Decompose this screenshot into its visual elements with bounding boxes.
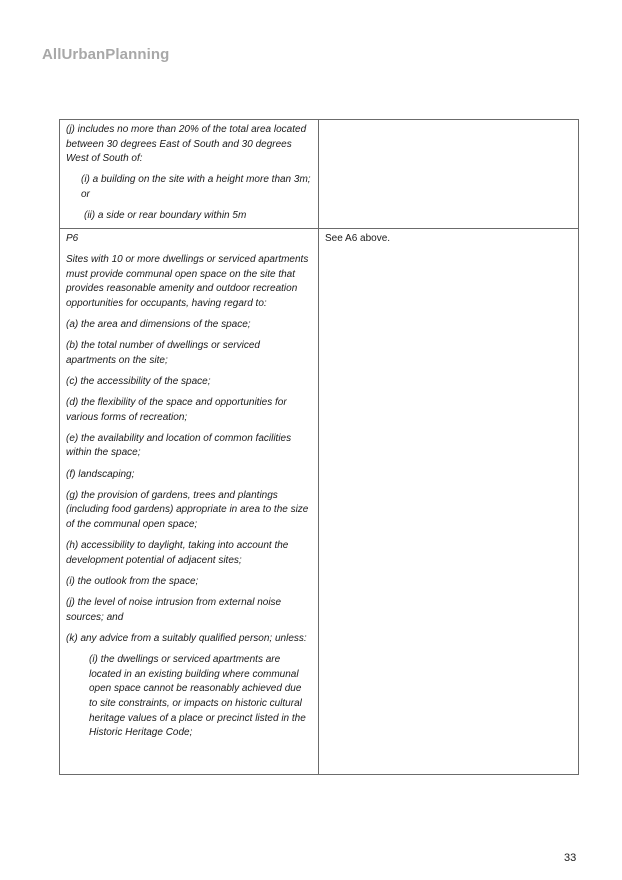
list-item: (d) the flexibility of the space and opportunities for various forms of recreation; bbox=[66, 397, 287, 423]
list-item: (j) the level of noise intrusion from external noise sources; and bbox=[66, 597, 282, 623]
list-item: (g) the provision of gardens, trees and plantings (including food gardens) appropriate in area to the size of the communal open space; bbox=[66, 489, 309, 530]
clause-j: (j) includes no more than 20% of the total area located between 30 degrees East of South and 30 degrees West of South of: bbox=[66, 124, 307, 165]
planning-table bbox=[59, 119, 579, 775]
table-cell-right bbox=[319, 228, 579, 774]
table-row bbox=[60, 120, 579, 229]
list-item: (k) any advice from a suitably qualified person; unless: bbox=[66, 632, 307, 644]
list-item: (a) the area and dimensions of the space; bbox=[66, 318, 251, 330]
performance-criterion-heading: P6 bbox=[66, 232, 79, 244]
table-cell-left bbox=[60, 120, 319, 229]
list-item: (i) the outlook from the space; bbox=[66, 575, 199, 587]
row2-right-text: See A6 above. bbox=[325, 232, 391, 244]
table-cell-right bbox=[319, 120, 579, 229]
table-row bbox=[60, 228, 579, 774]
table-cell-left bbox=[60, 228, 319, 774]
list-item: (h) accessibility to daylight, taking into account the development potential of adjacent sites; bbox=[66, 540, 289, 566]
list-item: (e) the availability and location of common facilities within the space; bbox=[66, 432, 292, 459]
page-number: 33 bbox=[564, 852, 577, 864]
list-item: (f) landscaping; bbox=[66, 468, 135, 480]
sub-list-item: (i) the dwellings or serviced apartments are located in an existing building where communal open space cannot be reasonably achieved due to site constraints, or impacts on historic cultural heritage values of a place or precinct listed in the Historic Heritage Code; bbox=[89, 654, 306, 739]
list-item: (b) the total number of dwellings or serviced apartments on the site; bbox=[66, 340, 260, 366]
site-logo: AllUrbanPlanning bbox=[42, 46, 170, 63]
criterion-intro: Sites with 10 or more dwellings or serviced apartments must provide communal open space on the site that provides reasonable amenity and outdoor recreation opportunities for occupants, having regard to: bbox=[66, 253, 309, 309]
list-item: (c) the accessibility of the space; bbox=[66, 375, 211, 387]
clause-j-i: (i) a building on the site with a height more than 3m; or bbox=[81, 174, 311, 200]
clause-j-ii: (ii) a side or rear boundary within 5m bbox=[84, 210, 247, 222]
